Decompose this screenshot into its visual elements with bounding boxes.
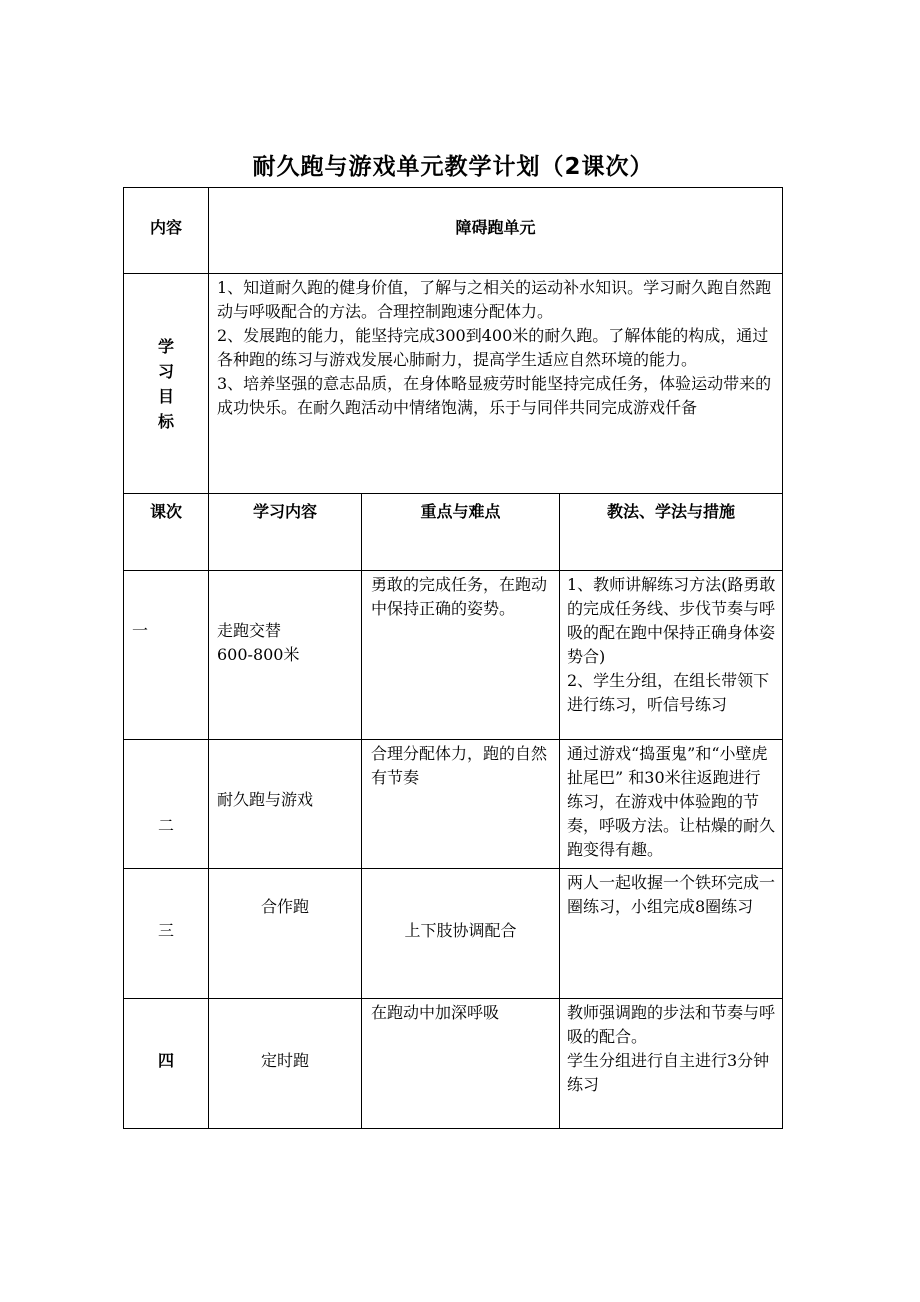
header-cell: 课次 (124, 494, 209, 571)
lesson-key-cell (362, 869, 560, 999)
method-item: 通过游戏“捣蛋鬼”和“小壁虎扯尾巴” 和30米往返跑进行练习，在游戏中体验跑的节奏，呼吸方法。让枯燥的耐久跑变得有趣。 (567, 744, 776, 859)
goals-label-cell (124, 274, 209, 494)
method-item: 学生分组进行自主进行3分钟练习 (567, 1051, 770, 1094)
method-item: 1、教师讲解练习方法(路勇敢的完成任务线、步伐节奏与呼吸的配在跑中保持正确身体姿势合) (567, 575, 776, 666)
lesson-key: 在跑动中加深呼吸 (371, 1003, 500, 1022)
goal-paragraph-3: 3、培养坚强的意志品质，在身体略显疲劳时能坚持完成任务，体验运动带来的成功快乐。在耐久跑活动中情绪饱满，乐于与同伴共同完成游戏仟备 (217, 374, 772, 417)
lesson-content: 走跑交替 (217, 621, 282, 640)
lesson-row (124, 869, 783, 999)
lesson-key: 合理分配体力，跑的自然有节奏 (371, 744, 548, 787)
lesson-plan-table (123, 187, 783, 1129)
lesson-methods-cell (560, 869, 783, 999)
lesson-methods-cell (560, 999, 783, 1129)
lesson-methods-cell (560, 740, 783, 869)
lesson-content-cell (209, 869, 362, 999)
lesson-key: 上下肢协调配合 (404, 921, 517, 940)
lesson-num-cell (124, 869, 209, 999)
lesson-content-line2: 600-800米 (217, 645, 300, 664)
goals-label: 学 习 目 标 (157, 336, 174, 431)
content-label-cell (124, 188, 209, 274)
header-cell: 学习内容 (209, 494, 362, 571)
lesson-content-cell (209, 999, 362, 1129)
header-row (124, 494, 783, 571)
lesson-row (124, 740, 783, 869)
goals-text-cell (209, 274, 783, 494)
content-value-cell (209, 188, 783, 274)
lesson-content-cell (209, 571, 362, 740)
content-label: 内容 (149, 218, 182, 237)
goal-paragraph-1: 1、知道耐久跑的健身价值，了解与之相关的运动补水知识。学习耐久跑自然跑动与呼吸配合的方法。合理控制跑速分配体力。 (217, 278, 772, 321)
lesson-num: 二 (157, 816, 174, 835)
content-value: 障碍跑单元 (455, 218, 536, 237)
method-item: 两人一起收握一个铁环完成一圈练习，小组完成8圈练习 (567, 873, 776, 916)
lesson-row (124, 999, 783, 1129)
method-item: 2、学生分组，在组长带领下进行练习，听信号练习 (567, 671, 770, 714)
page-title: 耐久跑与游戏单元教学计划（2课次） (252, 154, 654, 180)
header-cell: 教法、学法与措施 (560, 494, 783, 571)
lesson-key: 勇敢的完成任务，在跑动中保持正确的姿势。 (371, 575, 548, 618)
lesson-num-cell (124, 571, 209, 740)
lesson-content: 耐久跑与游戏 (217, 790, 314, 809)
lesson-num: 一 (132, 621, 149, 640)
lesson-content: 合作跑 (260, 897, 309, 916)
lesson-methods-cell (560, 571, 783, 740)
method-item: 教师强调跑的步法和节奏与呼吸的配合。 (567, 1003, 776, 1046)
lesson-row (124, 571, 783, 740)
goal-paragraph-2: 2、发展跑的能力，能坚持完成300到400米的耐久跑。了解体能的构成，通过各种跑的练习与游戏发展心肺耐力，提高学生适应自然环境的能力。 (217, 326, 769, 369)
lesson-num: 四 (157, 1051, 174, 1070)
goals-row (124, 274, 783, 494)
lesson-content: 定时跑 (260, 1051, 309, 1070)
lesson-key-cell (362, 571, 560, 740)
content-row (124, 188, 783, 274)
lesson-content-cell (209, 740, 362, 869)
lesson-key-cell (362, 740, 560, 869)
lesson-key-cell (362, 999, 560, 1129)
lesson-num-cell (124, 740, 209, 869)
lesson-num-cell (124, 999, 209, 1129)
lesson-num: 三 (157, 921, 174, 940)
header-cell: 重点与难点 (362, 494, 560, 571)
